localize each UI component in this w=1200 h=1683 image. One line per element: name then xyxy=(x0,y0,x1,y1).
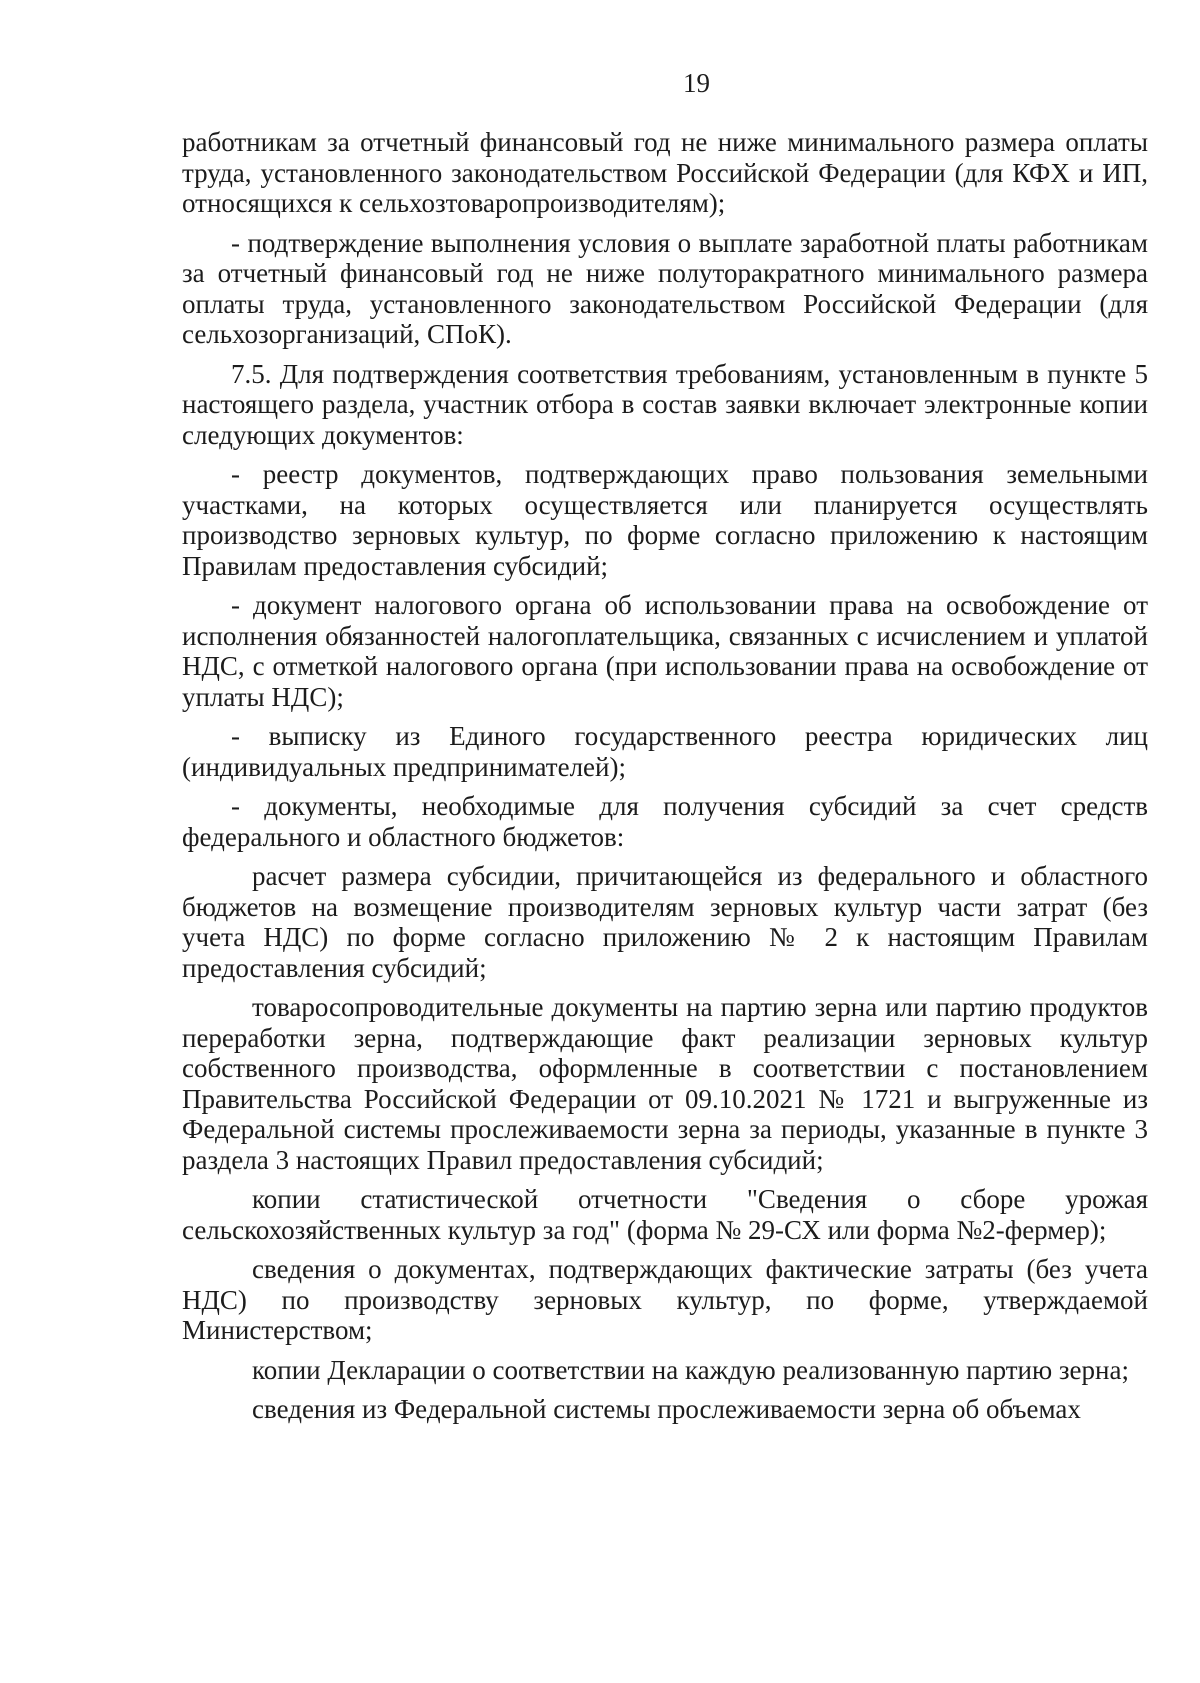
paragraph-conformity-declaration: копии Декларации о соответствии на каждую реализованную партию зерна; xyxy=(252,1354,1129,1385)
paragraph-subsidy-calculation: расчет размера субсидии, причитающейся из федерального и областного бюджетов на возмещение производителям зерновых культур части затрат (без учета НДС) по форме согласно приложению № 2 к настоящим Правилам предоставления субсидий; xyxy=(182,861,1148,983)
paragraph-subsidy-documents: - документы, необходимые для получения субсидий за счет средств федерального и областного бюджетов: xyxy=(182,791,1148,852)
paragraph-egrul-extract: - выписку из Единого государственного реестра юридических лиц (индивидуальных предпринимателей); xyxy=(182,721,1148,782)
page-number: 19 xyxy=(683,68,710,98)
paragraph-land-register: - реестр документов, подтверждающих право пользования земельными участками, на которых осуществляется или планируется осуществлять производство зерновых культур, по форме согласно приложению к настоящим Правилам предоставления субсидий; xyxy=(182,459,1148,581)
paragraph-wage-condition-agro: - подтверждение выполнения условия о выплате заработной платы работникам за отчетный финансовый год не ниже полуторакратного минимального размера оплаты труда, установленного законодательством Российской Федерации (для сельхозорганизаций, СПоК). xyxy=(182,227,1148,349)
paragraph-wage-condition-kfh: работникам за отчетный финансовый год не ниже минимального размера оплаты труда, установленного законодательством Российской Федерации (для КФХ и ИП, относящихся к сельхозтоваропроизводителям); xyxy=(182,127,1148,218)
paragraph-tax-document: - документ налогового органа об использовании права на освобождение от исполнения обязанностей налогоплательщика, связанных с исчислением и уплатой НДС, с отметкой налогового органа (при использовании права на освобождение от уплаты НДС); xyxy=(182,590,1148,712)
paragraph-section-7-5: 7.5. Для подтверждения соответствия требованиям, установленным в пункте 5 настоящего раздела, участник отбора в состав заявки включает электронные копии следующих документов: xyxy=(182,358,1148,450)
paragraph-statistical-reports: копии статистической отчетности "Сведения о сборе урожая сельскохозяйственных культур за год" (форма № 29-СХ или форма №2-фермер); xyxy=(182,1184,1148,1245)
paragraph-shipping-documents: товаросопроводительные документы на партию зерна или партию продуктов переработки зерна, подтверждающие факт реализации зерновых культур собственного производства, оформленные в соответствии с постановлением Правительства Российской Федерации от 09.10.2021 № 1721 и выгруженные из Федеральной системы прослеживаемости зерна за периоды, указанные в пункте 3 раздела 3 настоящих Правил предоставления субсидий; xyxy=(182,992,1148,1175)
paragraph-traceability-info: сведения из Федеральной системы прослеживаемости зерна об объемах xyxy=(252,1394,1081,1424)
paragraph-cost-documents: сведения о документах, подтверждающих фактические затраты (без учета НДС) по производству зерновых культур, по форме, утверждаемой Министерством; xyxy=(182,1254,1148,1345)
document-body xyxy=(182,127,1148,1434)
